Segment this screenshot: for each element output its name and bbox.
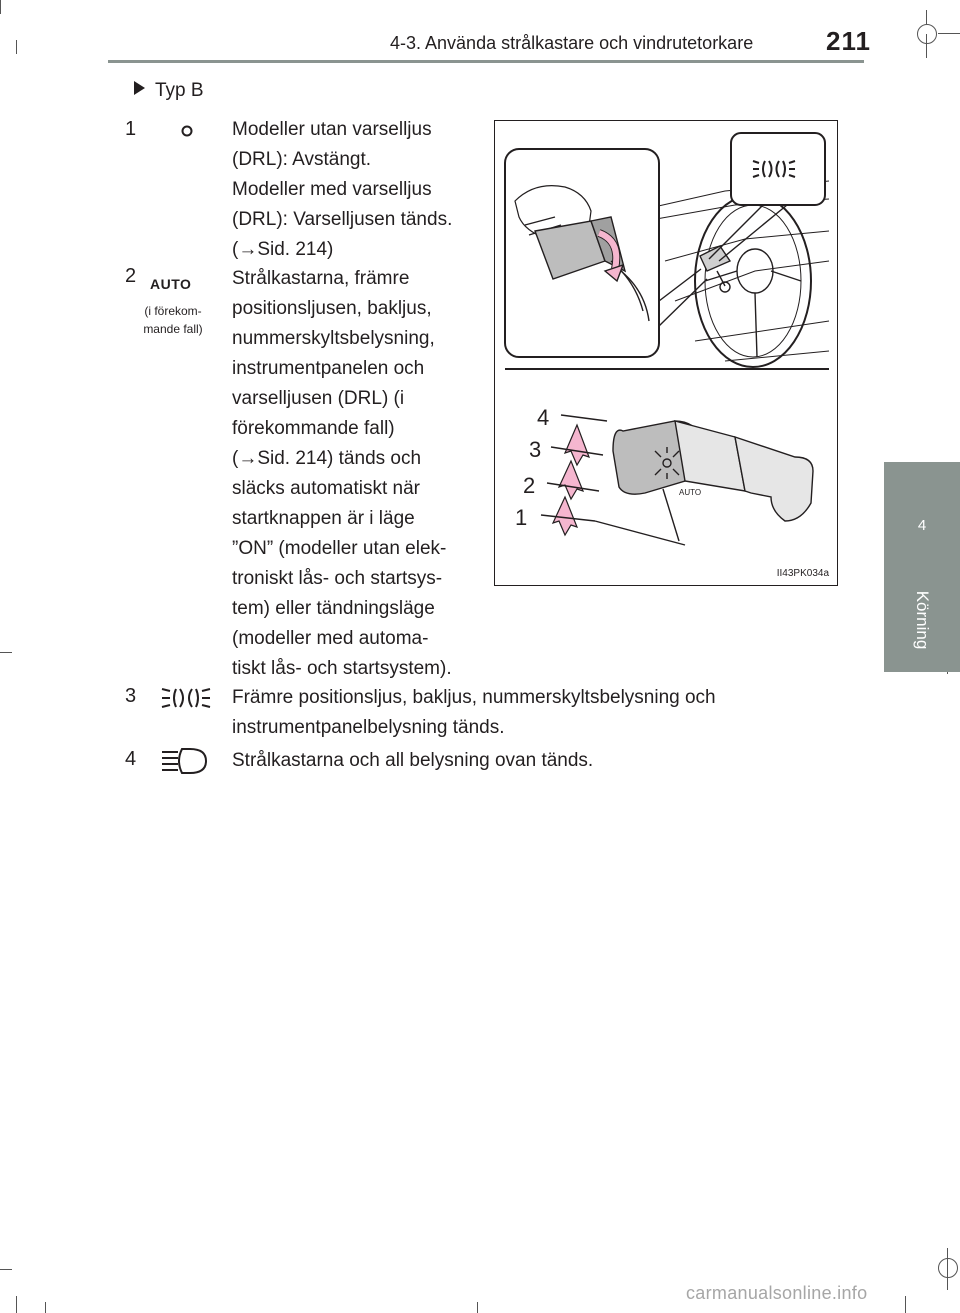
text-line: instrumentpanelen och [232,358,425,379]
text-line: (→Sid. 214) tänds och [232,448,422,469]
chapter-tab [884,462,960,672]
registration-mark [938,1258,958,1278]
text-line: Modeller med varselljus [232,179,432,200]
auto-note [132,302,214,338]
note-line: mande fall) [143,322,203,336]
text-line: instrumentpanelbelysning tänds. [232,717,505,738]
crop-mark [45,1302,46,1313]
crop-mark [477,1302,478,1313]
text-line: Främre positionsljus, bakljus, nummerskyltsbelysning och [232,687,716,708]
callout-number: 3 [529,437,542,462]
text-line: (modeller med automa- [232,628,429,649]
subheading [134,80,204,102]
headlight-icon [160,746,212,778]
item-3-text [232,683,832,743]
text-line: nummerskyltsbelysning, [232,328,435,349]
figure-code: II43PK034a [776,568,829,579]
item-1-text [232,115,475,265]
crop-mark [905,1296,906,1313]
callout-number: 1 [515,505,528,530]
chapter-label: Körning [913,590,932,650]
text-line: ”ON” (modeller utan elek- [232,538,447,559]
text-line: (→Sid. 214) [232,239,334,260]
crop-mark [947,1248,948,1290]
crop-mark [938,33,960,34]
item-number: 4 [125,748,137,770]
crop-mark [0,0,1,14]
item-number: 3 [125,685,137,707]
footer-url: carmanualsonline.info [686,1283,868,1303]
crop-mark [0,1269,12,1270]
auto-label: AUTO [150,276,192,292]
item-number: 1 [125,118,137,140]
section-title: 4-3. Använda strålkastare och vindrutetorkare [390,33,754,53]
text-line: startknappen är i läge [232,508,415,529]
crop-mark [16,1296,17,1313]
chapter-number: 4 [917,517,927,534]
text-line: släcks automatiskt när [232,478,420,499]
text-line: Modeller utan varselljus [232,119,432,140]
triangle-bullet-icon [134,81,145,95]
callout-number: 4 [537,405,550,430]
text-line: tem) eller tändningsläge [232,598,435,619]
text-line: varselljusen (DRL) (i [232,388,405,409]
text-line: (DRL): Varselljusen tänds. [232,209,453,230]
text-line: troniskt lås- och startsys- [232,568,443,589]
crop-mark [926,34,927,58]
item-4-text [232,746,832,776]
illustration [494,120,838,586]
position-off-icon [180,124,194,138]
text-line: positionsljusen, bakljus, [232,298,432,319]
registration-mark [917,24,937,44]
parking-lights-icon [160,684,212,712]
illustration-drawing [495,121,837,585]
switch-auto-label: AUTO [679,488,702,497]
text-line: (DRL): Avstängt. [232,149,372,170]
crop-mark [16,40,17,54]
subheading-text: Typ B [155,80,204,101]
text-line: tiskt lås- och startsystem). [232,658,452,679]
chapter-label-wrap [904,580,940,660]
callout-number: 2 [523,473,536,498]
text-line: Strålkastarna, främre [232,268,410,289]
item-number: 2 [125,265,137,287]
item-2-text [232,264,475,684]
page-number: 211 [826,26,871,56]
text-line: förekommande fall) [232,418,395,439]
note-line: (i förekom- [144,304,202,318]
crop-mark [0,652,12,653]
header-rule [108,60,864,63]
text-line: Strålkastarna och all belysning ovan tänds. [232,750,594,771]
crop-mark [926,10,927,24]
